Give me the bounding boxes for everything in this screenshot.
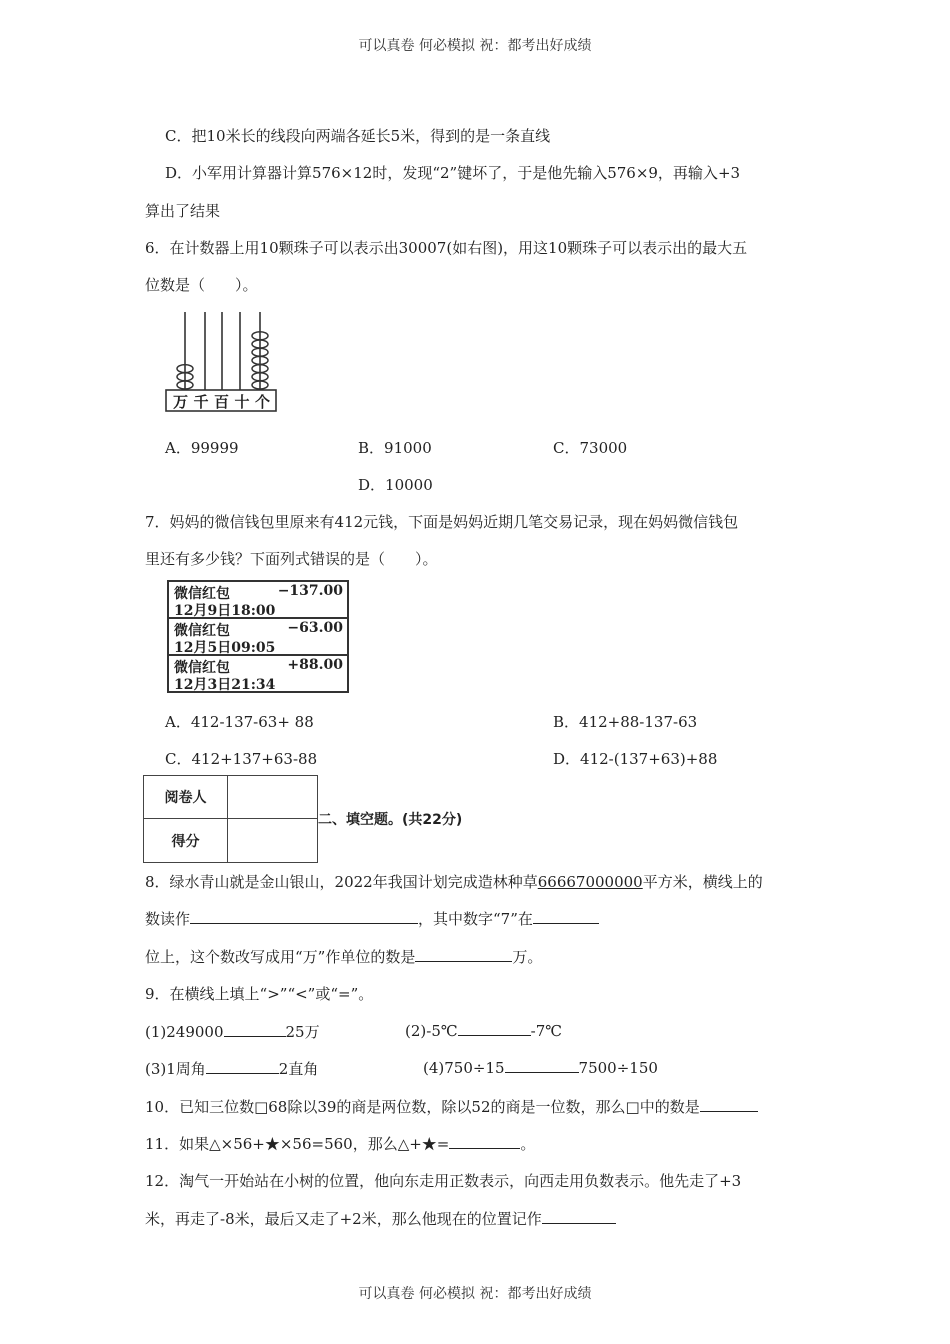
q8-number: 66667000000 — [537, 873, 643, 891]
abacus-figure — [160, 308, 285, 416]
wallet-record-time: 12月5日09:05 — [174, 640, 276, 656]
wallet-record-time: 12月3日21:34 — [174, 677, 276, 693]
q12-text: 米，再走了-8米，最后又走了+2米，那么他现在的位置记作 — [145, 1210, 542, 1228]
q7-option-b: B．412+88-137-63 — [553, 713, 698, 731]
q8-wan-unit: 万。 — [512, 948, 543, 966]
q5-option-c: C．把10米长的线段向两端各延长5米，得到的是一条直线 — [165, 127, 551, 145]
q12-line2 — [145, 1208, 616, 1229]
wallet-record-amount: +88.00 — [287, 657, 343, 673]
abacus-place-label: 千 — [193, 393, 209, 411]
grader-box — [143, 775, 318, 863]
q9-part3-blank[interactable] — [206, 1059, 279, 1074]
wallet-record-name: 微信红包 — [174, 586, 230, 602]
abacus-place-label: 十 — [234, 393, 250, 411]
wechat-wallet-records — [167, 580, 349, 693]
q9-part4-left: (4)750÷15 — [423, 1059, 505, 1077]
q6-option-d: D．10000 — [358, 476, 433, 494]
wallet-record — [169, 619, 347, 656]
q8-wan-blank[interactable] — [415, 947, 512, 962]
q6-stem-line1: 6．在计数器上用10颗珠子可以表示出30007(如右图)，用这10颗珠子可以表示出的最大五 — [145, 239, 748, 257]
page-header: 可以真卷 何必模拟 祝：都考出好成绩 — [358, 38, 592, 54]
q5-option-d-line2: 算出了结果 — [145, 202, 221, 220]
q8-digit-blank[interactable] — [533, 909, 599, 924]
q8-text-post: 平方米，横线上的 — [642, 873, 763, 891]
q8-read-blank[interactable] — [190, 909, 418, 924]
wallet-record-name: 微信红包 — [174, 660, 230, 676]
q11-blank[interactable] — [449, 1134, 520, 1149]
q9-part1 — [145, 1021, 320, 1042]
wallet-record — [169, 656, 347, 691]
q9-part2 — [405, 1021, 562, 1040]
q9-part4-blank[interactable] — [505, 1058, 579, 1073]
q9-part3-right: 2直角 — [278, 1060, 319, 1078]
page-footer: 可以真卷 何必模拟 祝：都考出好成绩 — [358, 1286, 592, 1302]
q8-digit-label: ，其中数字“7”在 — [418, 910, 533, 928]
wallet-record-time: 12月9日18:00 — [174, 603, 276, 619]
q10-text: 10．已知三位数□68除以39的商是两位数，除以52的商是一位数，那么□中的数是 — [145, 1098, 700, 1116]
q6-option-b: B．91000 — [358, 439, 432, 457]
q9-part1-right: 25万 — [285, 1023, 320, 1041]
q12-blank[interactable] — [542, 1209, 616, 1224]
q7-option-c: C．412+137+63-88 — [165, 750, 318, 768]
q11-end: 。 — [520, 1135, 536, 1153]
q9-part3-left: (3)1周角 — [145, 1060, 206, 1078]
q7-stem-line2: 里还有多少钱？下面列式错误的是（ ）。 — [145, 550, 438, 568]
q8-line2 — [145, 908, 599, 929]
q9-part4-right: 7500÷150 — [578, 1059, 658, 1077]
q8-text-pre: 8．绿水青山就是金山银山，2022年我国计划完成造林种草 — [145, 873, 538, 891]
q9-part2-right: -7℃ — [530, 1022, 563, 1040]
q10-blank[interactable] — [700, 1097, 758, 1112]
wallet-record-amount: −63.00 — [287, 620, 343, 636]
q7-option-d: D．412-(137+63)+88 — [553, 750, 718, 768]
q9-part1-blank[interactable] — [224, 1022, 286, 1037]
q8-read-label: 数读作 — [145, 910, 191, 928]
q6-option-c: C．73000 — [553, 439, 628, 457]
reviewer-field[interactable] — [228, 776, 317, 819]
wallet-record — [169, 582, 347, 619]
abacus-place-label: 万 — [173, 393, 189, 411]
q11-text: 11．如果△×56+★×56=560，那么△+★= — [145, 1135, 450, 1153]
q6-stem-line2: 位数是（ ）。 — [145, 276, 258, 294]
wallet-record-amount: −137.00 — [277, 583, 343, 599]
q12-line1: 12．淘气一开始站在小树的位置，他向东走用正数表示，向西走用负数表示。他先走了+3 — [145, 1172, 742, 1190]
q9-part2-blank[interactable] — [458, 1021, 531, 1036]
q8-line3 — [145, 946, 542, 967]
q5-option-d-line1: D．小军用计算器计算576×12时，发现“2”键坏了，于是他先输入576×9，再输入+3 — [165, 164, 741, 182]
q7-option-a: A．412-137-63+ 88 — [165, 713, 314, 731]
wallet-record-name: 微信红包 — [174, 623, 230, 639]
q9-title: 9．在横线上填上“>”“<”或“=”。 — [145, 985, 374, 1003]
score-field[interactable] — [228, 819, 317, 862]
section-title: 二、填空题。(共22分) — [318, 812, 463, 828]
q7-stem-line1: 7．妈妈的微信钱包里原来有412元钱，下面是妈妈近期几笔交易记录，现在妈妈微信钱包 — [145, 513, 739, 531]
q8-line1 — [145, 871, 763, 892]
q6-option-a: A．99999 — [165, 439, 239, 457]
q11-line — [145, 1133, 535, 1154]
q9-part2-left: (2)-5℃ — [405, 1022, 458, 1040]
q9-part4 — [423, 1058, 658, 1077]
q8-wan-label: 位上，这个数改写成用“万”作单位的数是 — [145, 948, 416, 966]
q9-part1-left: (1)249000 — [145, 1023, 224, 1041]
q9-part3 — [145, 1058, 318, 1079]
abacus-place-label: 个 — [255, 393, 271, 411]
reviewer-label: 阅卷人 — [144, 776, 228, 819]
abacus-place-label: 百 — [214, 393, 230, 411]
q10-line — [145, 1096, 758, 1117]
score-label: 得分 — [144, 819, 228, 862]
